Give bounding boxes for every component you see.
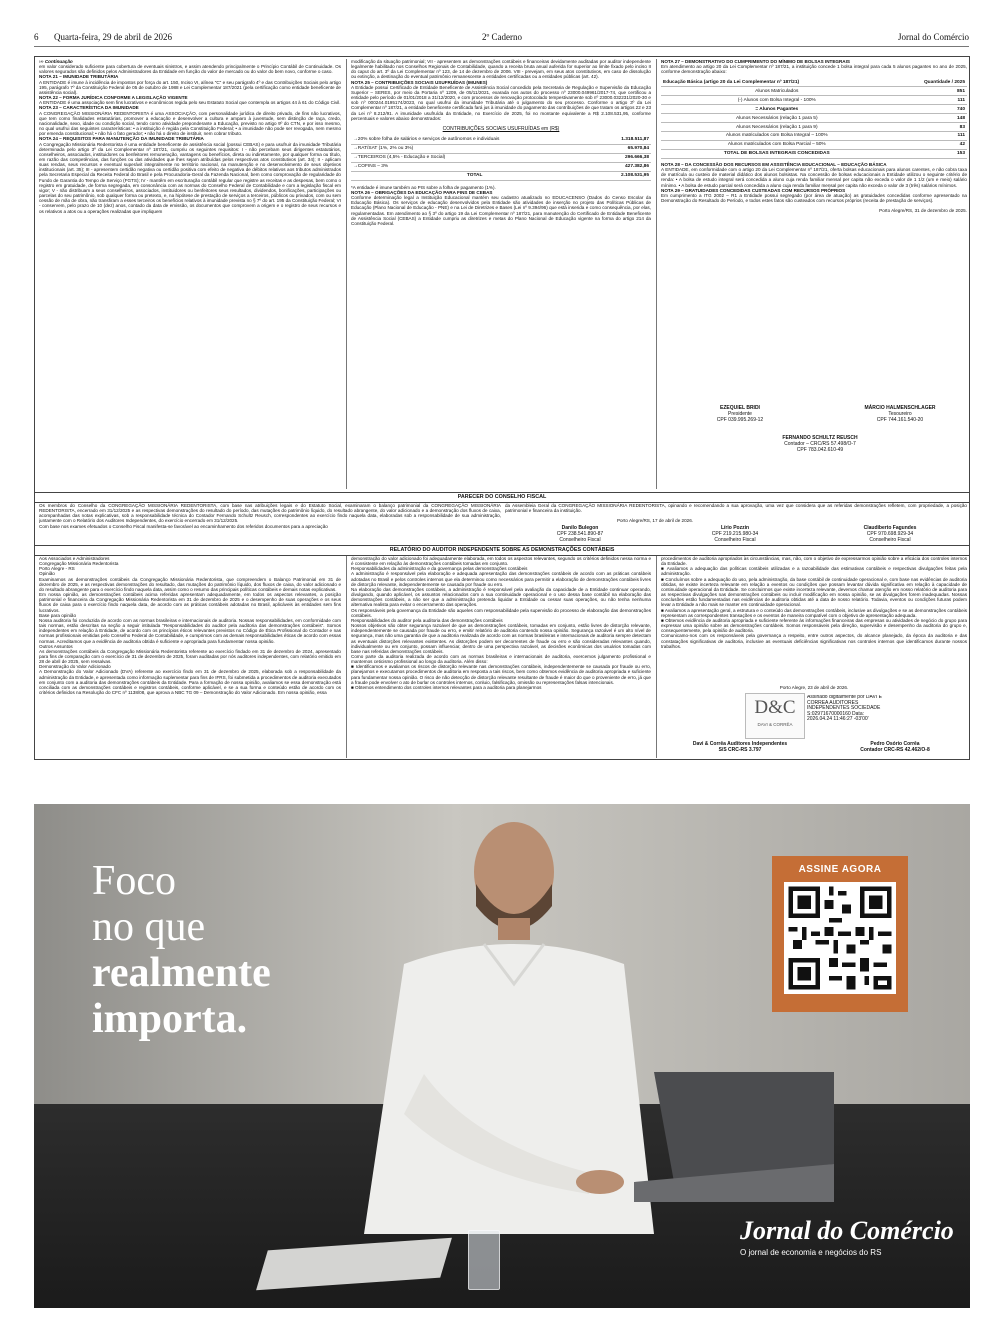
notes-column-3 [661,59,967,489]
note-title: NOTA 21 – IMUNIDADE TRIBUTÁRIA [39,74,119,80]
page-header [34,32,969,46]
bolsas-value: 111 [893,96,967,105]
signer-role: Presidente [728,411,752,417]
bolsas-row [661,141,967,150]
signer-doc: CPF 744.161.540-20 [876,417,924,423]
auditor-signature [825,741,965,753]
column-divider [346,556,347,758]
bolsas-label: Alunos Necessários (relação 1 para 9) [661,123,893,132]
ad-headline-line: Foco [92,858,176,904]
page-number: 6 [34,32,39,42]
note-text: A Congregação Missionária Redentorista é uma entidade beneficente de assistência social (possui CEBAS) e para usufruir da imunidade Tributária determinada pelo artigo 3º da Lei Complementar nº 187/21, cumpriu os seguintes requisitos: I - não percebam seus dirigentes estatutários, conselheiros, associados, instituidores ou benfeitores remuneração, vantagens ou benefícios, direta ou indiretamente, por qualquer forma ou título, em razão das competências, das funções ou das atividades que lhes sejam atribuídas pelos respectivos atos constitutivos (art. 34); II - aplicam suas rendas, seus recursos e eventual superávit integralmente no território nacional, na manutenção e no desenvolvimento de seus objetivos institucionais (art. 35); III - apresentem certidão negativa ou certidão positiva com efeito de negativa de débitos relativos aos tributos administrados pela Secretaria Especial da Receita Federal do Brasil e pela Procuradoria-Geral da Fazenda Nacional, bem como comprovação de regularidade do Fundo de Garantia do Tempo de Serviço (FGTS); IV - mantêm em escrituração contábil regular que registre as receitas e as despesas, bem como o registro em gratuidade, de forma segregada, em consonância com as normas do Conselho Federal de Contabilidade e com a legislação fiscal em vigor; V - não distribuam a seus conselheiros, associados, instituidores ou benfeitores seus resultados, dividendos, bonificações, participações ou parcelas do seu patrimônio, sob qualquer forma ou pretexto, e, na hipótese de prestação de serviços a terceiros, públicos ou privados, com ou sem cessão de mão de obra, não transfiram a esses terceiros os benefícios relativos à imunidade prevista no § 7º do art. 195 da Constituição Federal; VI - conservem, pelo prazo de 10 (dez) anos, contado da data de emissão, os documentos que comprovem a origem e o registro de seus recursos e os relativos a atos ou a operações realizadas que impliquem [39,141,341,214]
bolsas-label: TOTAL DE BOLSAS INTEGRAIS CONCEDIDAS [661,149,893,158]
signer-role: Conselheiro Fiscal [714,537,756,543]
signer-name: EZEQUIEL BRIDI [720,405,760,411]
parecer-text: Os membros do Conselho da CONGREGAÇÃO MISSIONÁRIA REDENTORISTA, com base nas atribuições legais e do Estatuto Social, examinaram o balanço patrimonial da CONGREGAÇÃO MISSIONÁRIA REDENTORISTA, encerrado em 31/12/2025 e as respectivas demonstrações do resultado do período, das mutações do patrimônio líquido, do resultado abrangente, do valor adicionado e a demonstração dos fluxos de caixa, acompanhadas das notas explicativas, sob a responsabilidade técnica do Contador Fernando Schultz Reusch, correspondentes ao exercício findo naquela data, elaboradas sob a responsabilidade de sua administração, juntamente com o Relatório dos Auditores Independentes, do exercício encerrado em 31/12/2025. [39,503,501,524]
column-divider [346,59,347,489]
signature-councillor-3 [815,525,965,543]
subscribe-qr-box[interactable] [772,856,908,1012]
subscribe-label[interactable]: ASSINE AGORA [798,864,882,875]
ad-headline-line: no que [92,904,206,950]
note-title: NOTA 23 – CARACTERÍSTICA DA IMUNIDADE [39,105,139,111]
signature-president [675,405,805,423]
contrib-row [351,153,651,162]
ad-headline-line: realmente [92,950,271,996]
legal-notice [34,56,970,760]
note-text: A Entidade possui Certificado de Entidade Beneficente de Assistência Social concedido pela Secretaria de Regulação e Supervisão da Educação Superior – SERES, por meio da Portaria nº 1209, de 05/11/2021, exarada nos autos do processo nº 23000.049961/2017-74, que certificou a entidade pelo período de 01/01/2018 a 31/12/2020, e com processos de renovação protocolado tempestivamente sob nº 23000.032231/2020-30 e sob nº 000244.0195174/2023, no qual usufrui da imunidade Tributária até o julgamento do seu processo. Conforme o artigo 3º da Lei Complementar nº 187/21, a entidade beneficente certificada fará jus à imunidade do pagamento das contribuições de que tratam os artigos 22 e 23 da Lei nº 8.212/91. A imunidade usufruída da Entidade, no Exercício de 2025, foi no montante equivalente a R$ 2.108.531,95, conforme percentuais e valores abaixo demonstrados: [351,84,651,121]
bolsas-row [661,123,967,132]
bolsas-value: 851 [893,87,967,96]
note-text: Conforme determinação legal a Instituição Educacional mantém seu cadastro atualizado no EDUCACENSO (Dados do Censo Escolar da Educação Básica). Os serviços de educação desenvolvidos pela Entidade são atividades de inserção no projeto das Políticas Públicas de Educação (Plano Nacional de Educação - PNE) e na Lei de Diretrizes e Bases (Lei nº 9.394/96) que está inserida e como consequência, por elas, regulamentadas. Em atendimento ao § 3º do artigo 19 da Lei Complementar nº 187/21, para manutenção do Certificado de Entidade Beneficente de Assistência Social (CEBAS) a Entidade cumpriu as diretrizes e metas do Plano Nacional de Educação vigente na forma do artigo 214 da Constituição Federal. [351,195,651,226]
bolsas-head-qty: Quantidade / 2025 [893,78,967,86]
relatorio-title: RELATÓRIO DO AUDITOR INDEPENDENTE SOBRE AS DEMONSTRAÇÕES CONTÁBEIS [35,545,969,556]
signature-treasurer [835,405,965,423]
brand-name: Jornal do Comércio [740,1216,954,1245]
bolsas-value: 153 [893,149,967,158]
note-title: NOTA 29 – GRATUIDADES CONCEDIDAS CUSTEADAS COM RECURSOS PRÓPRIOS [661,187,846,193]
note-title: NOTA 22 – FORMA JURÍDICA CONFORME A LEGISLAÇÃO VIGENTE [39,95,188,101]
continuation-label: ››› Continuação [39,59,73,64]
ad-photo-glass [468,1230,500,1290]
contrib-value: 65.970,84 [598,144,651,153]
bolsas-label: Alunos matriculados com Bolsa Parcial – 50% [661,141,893,150]
signer-doc: CPF 783.042.610-49 [796,447,844,453]
parecer-right [505,503,967,517]
signer-name: FERNANDO SCHULTZ REUSCH [782,435,858,441]
brand-tagline: O jornal de economia e negócios do RS [740,1248,882,1257]
notes-column-2 [351,59,651,489]
column-divider [656,556,657,758]
parecer-date: Porto Alegre/RS, 17 de abril de 2026. [616,518,694,523]
contrib-label: →COFINS – 3% [351,162,598,171]
contrib-table [351,136,651,181]
contrib-value: 1.318.511,87 [598,136,651,144]
contrib-row [351,162,651,171]
section-name: 2º Caderno [482,32,523,42]
parecer-text: da Assembleia Geral da CONGREGAÇÃO MISSIONÁRIA REDENTORISTA, opinando e recomendando a sua aprovação, uma vez que considera que as referidas demonstrações refletem, com propriedade, a posição patrimonial e financeira da instituição. [505,503,967,514]
ad-photo-laptop [634,1072,834,1202]
note-text: A ENTIDADE é uma associação sem fins lucrativos e econômicos regida pelo seu Estatuto Social que contempla os artigos 44 à 61 do Código Civil. [39,100,341,106]
parecer-text: Com base nos exames efetuados o Conselho Fiscal manifesta-se favorável ao encaminhamento dos referidos documentos para a apreciação [39,523,328,529]
note-title: NOTA 24 – REQUISITOS PARA MANUTENÇÃO DA IMUNIDADE TRIBUTÁRIA [39,136,204,142]
note-text: A ENTIDADE é imune à incidência de impostos por força do art. 150, Inciso VI, alínea "C" e seu parágrafo 4º e das Contribuições Sociais pelo artigo 195, parágrafo 7º da Constituição Federal de 05 de outubro de 1988 e Lei Complementar 187/2021 (pela certificação como entidade beneficente de assistência social). [39,79,341,95]
brand-logo [740,1216,954,1257]
contrib-label: →RAT/SAT (1%, 2% ou 3%) [351,144,598,153]
bolsas-row [661,87,967,96]
note-text: A ENTIDADE, em conformidade com o artigo 20 da Lei Complementar nº 187/21, oferta bolsas educacionais para alunos carentes, e não cobra taxa de matrícula ou custeio de material didático dos alunos bolsistas. Na concessão de bolsas educacionais a Entidade utilizou o seguinte critério de renda: • A bolsa de estudo integral será concedida a aluno cuja renda familiar mensal per capita não exceda o valor de 1 1/2 (um e meio) salário mínimo. • A bolsa de estudo parcial será concedida a aluno cuja renda familiar mensal per capita não exceda o valor de 3 (três) salários mínimos. [661,167,967,188]
signer-doc: CPF 039.995.269-12 [716,417,764,423]
signer-name: Claudiberto Fagundes [863,525,917,531]
parecer-title: PARECER DO CONSELHO FISCAL [35,492,969,503]
contrib-row [351,144,651,153]
auditor-crc: Contador CRC-RS 42.462/O-8 [860,747,930,753]
note-title: NOTA 26 – OBRIGAÇÕES DA EDUCAÇÃO PARA FINS DE CEBAS [351,189,493,195]
bolsas-row [661,105,967,114]
signature-accountant [745,435,895,453]
bolsas-row [661,132,967,141]
bolsas-label: Alunos Necessários (relação 1 para 5) [661,114,893,123]
ad-headline [92,858,271,1042]
signature-councillor-1 [505,525,655,543]
page-date: Quarta-feira, 29 de abril de 2026 [54,32,172,42]
auditor-firm [665,741,815,753]
signature-councillor-2 [660,525,810,543]
relatorio-column-2: demonstração do valor adicionado foi adequadamente elaborada, em todos os aspectos relevantes, segundo os critérios definidos nessa norma e é consistente em relação às demonstrações contábeis tomadas em conjunto. Responsabilidades da administração e da governança pelas demonstrações contábeis A administração é responsável pela elaboração e adequada apresentação das demonstrações contábeis de acordo com as práticas contábeis adotadas no Brasil e pelos controles internos que ela determinou como necessários para permitir a elaboração de demonstrações contábeis livres de distorção relevante, independentemente se causada por fraude ou erro. Na elaboração das demonstrações contábeis, a administração é responsável pela avaliação da capacidade de a Entidade continuar operando, divulgando, quando aplicável, os assuntos relacionados com a sua continuidade operacional e o uso dessa base contábil na elaboração das demonstrações contábeis, a não ser que a administração pretenda liquidar a Entidade ou cessar suas operações, ou não tenha nenhuma alternativa realista para evitar o encerramento das operações. Os responsáveis pela governança da Entidade são aqueles com responsabilidade pela supervisão do processo de elaboração das demonstrações contábeis. Responsabilidades do auditor pela auditoria das demonstrações contábeis Nossos objetivos são obter segurança razoável de que as demonstrações contábeis, tomadas em conjunto, estão livres de distorção relevante, independentemente se causada por fraude ou erro, e emitir relatório de auditoria contendo nossa opinião. Segurança razoável é um alto nível de segurança, mas não uma garantia de que a auditoria realizada de acordo com as normas brasileiras e internacionais de auditoria sempre detectam as eventuais distorções relevantes existentes. As distorções podem ser decorrentes de fraude ou erro e são consideradas relevantes quando, individualmente ou em conjunto, possam influenciar, dentro de uma perspectiva razoável, as decisões econômicas dos usuários tomadas com base nas referidas demonstrações contábeis. Como parte da auditoria realizada de acordo com as normas brasileiras e internacionais de auditoria, exercemos julgamento profissional e mantemos ceticismo profissional ao longo da auditoria. Além disso: ■ Identificamos e avaliamos os riscos de distorção relevante nas demonstrações contábeis, independentemente se causada por fraude ou erro, planejamos e executamos procedimentos de auditoria em resposta a tais riscos, bem como obtemos evidência de auditoria apropriada e suficiente para fundamentar nossa opinião. O risco de não detecção de distorção relevante resultante de fraude é maior do que o proveniente de erro, já que a fraude pode envolver o ato de burlar os controles internos, conluio, falsificação, omissão ou representações falsas intencionais. ■ Obtemos entendimento dos controles internos relevantes para a auditoria para planejarmos [351,556,651,690]
firm-crc: S/S CRC-RS 3.797 [718,747,762,753]
bolsas-label: Alunos Matriculados [661,87,893,96]
relatorio-date: Porto Alegre, 23 de abril de 2026. [779,685,849,690]
parecer-left [39,503,501,543]
bolsas-value: 111 [893,132,967,141]
contrib-label: TOTAL [351,171,598,180]
auditor-name: Pedro Osório Corrêa [870,741,920,747]
bolsas-value: 148 [893,114,967,123]
signer-name: Lírio Pozzin [720,525,750,531]
contrib-row [351,171,651,180]
subscription-ad[interactable] [34,804,970,1308]
signer-role: Tesoureiro [888,411,912,417]
note-text: em valor considerado suficiente para cobertura de eventuais sinistros, e assim atendendo principalmente o Princípio Contábil de Continuidade. Os valores segurados são definidos pelos Administradores da Entidade em função do valor de mercado ou do valor do bem novo, conforme o caso. [39,64,341,75]
column-divider [656,59,657,489]
contrib-label: →TERCEIROS (4,5% - Educação e Social) [351,153,598,162]
contrib-table-title: CONTRIBUIÇÕES SOCIAIS USUFRUÍDAS em (R$) [442,125,560,132]
contrib-value: 427.382,86 [598,162,651,171]
signer-doc: CPF 238.541.890-87 [556,531,604,537]
note-text: Em cumprimento a ITG 2002 – R1 a Entidade possui segregado (por área de atuação) as gratuidades concedidas conforme apresentado na Demonstração do Resultado do Período, e todos estes fatos são custeados com recursos próprios (receita de prestação de serviços). [661,192,967,203]
firm-name: Davi & Corrêa Auditores Independentes [692,741,788,747]
signer-role: Conselheiro Fiscal [869,537,911,543]
ad-photo-person [364,814,654,1294]
relatorio-column-1: Aos Associados e Administradores Congregação Missionária Redentorista Porto Alegre - RS Opinião Examinamos as demonstrações contábeis da Congregação Missionária Redentorista, que compreendem o Balanço Patrimonial em 31 de dezembro de 2025, e as respectivas demonstrações do resultado, das mutações do patrimônio líquido, dos fluxos de caixa, do valor adicionado e do resultado abrangente para o exercício findo naquela data, assim como o resumo das principais políticas contábeis e demais notas explicativas. Em nossa opinião, as demonstrações contábeis acima referidas apresentam adequadamente, em todos os aspectos relevantes, a posição patrimonial e financeira da Congregação Missionária Redentorista em 31 de dezembro de 2025 e o desempenho de suas operações e os seus fluxos de caixa para o exercício findo naquela data, de acordo com as práticas contábeis adotadas no Brasil, aplicáveis às entidades sem fins lucrativos. Base para opinião Nossa auditoria foi conduzida de acordo com as normas brasileiras e internacionais de auditoria. Nossas responsabilidades, em conformidade com tais normas, estão descritas na seção a seguir intitulada "Responsabilidades do auditor pela auditoria das demonstrações contábeis". Somos independentes em relação à Entidade, de acordo com os princípios éticos relevantes previstos no Código de Ética Profissional do Contador e nas normas profissionais emitidas pelo Conselho Federal de Contabilidade, e cumprimos com as demais responsabilidades éticas de acordo com essas normas. Acreditamos que a evidência de auditoria obtida é suficiente e apropriada para fundamentar nossa opinião. Outros Assuntos As demonstrações contábeis da Congregação Missionária Redentorista referente ao exercício findado em 31 de dezembro de 2024, apresentado para fins de comparação com o exercício de 31 de dezembro de 2025, foram auditadas por nós auditores independentes, com relatório emitido em 28 de abril de 2025, sem ressalvas. Demonstração do Valor Adicionado A Demonstração do Valor Adicionado (DVA) referente ao exercício findo em 31 de dezembro de 2025, elaborada sob a responsabilidade da administração da Entidade, e apresentada como informação suplementar para fins de IFRS, foi submetida a procedimentos de auditoria executados em conjunto com a auditoria das demonstrações contábeis da Entidade. Para a formação de nossa opinião, avaliamos se essa demonstração está conciliada com as demonstrações contábeis e registros contábeis, conforme aplicável, e se a sua forma e conteúdo estão de acordo com os critérios definidos na Resolução do CFC nº 1138/08, que aprova a NBC TG 09 – Demonstração do Valor Adicionado. Em nossa opinião, essa [39,556,341,696]
relatorio-column-3: procedimentos de auditoria apropriados às circunstâncias, mas, não, com o objetivo de expressarmos opinião sobre a eficácia dos controles internos da Entidade. ■ Avaliamos a adequação das políticas contábeis utilizadas e a razoabilidade das estimativas contábeis e respectivas divulgações feitas pela administração. ■ Concluímos sobre a adequação do uso, pela administração, da base contábil de continuidade operacional e, com base nas evidências de auditoria obtidas, se existe incerteza relevante em relação a eventos ou condições que possam levantar dúvida significativa em relação à capacidade de continuidade operacional da Entidade. Se concluirmos que existe incerteza relevante, devemos chamar atenção em nosso relatório de auditoria para as respectivas divulgações nas demonstrações contábeis ou incluir modificação em nossa opinião, se as divulgações forem inadequadas. Nossas conclusões estão fundamentadas nas evidências de auditoria obtidas até a data de nosso relatório. Todavia, eventos ou condições futuras podem levar a Entidade a não mais se manter em continuidade operacional. ■ Avaliamos a apresentação geral, a estrutura e o conteúdo das demonstrações contábeis, inclusive as divulgações e se as demonstrações contábeis representam as correspondentes transações e os eventos de maneira compatível com o objetivo de apresentação adequada. ■ Obtemos evidência de auditoria apropriada e suficiente referente às informações financeiras das empresas ou atividades de negócio do grupo para expressar uma opinião sobre as demonstrações contábeis. Somos responsáveis pela direção, supervisão e desempenho da auditoria do grupo e, consequentemente, pela opinião de auditoria. Comunicamo-nos com os responsáveis pela governança a respeito, entre outros aspectos, do alcance planejado, da época da auditoria e das constatações significativas de auditoria, inclusive as eventuais deficiências significativas nos controles internos que identificamos durante nossos trabalhos. [661,556,967,649]
auditor-logo [745,693,805,739]
logo-mark: D&C [754,697,796,718]
signer-doc: CPF 219.215.980-34 [711,531,759,537]
signer-name: Danilo Bulegon [561,525,599,531]
signer-name: MÁRCIO HALMENSCHLAGER [864,405,936,411]
ad-headline-line: importa. [92,996,248,1042]
bolsas-label: = Alunos Pagantes [661,105,893,114]
note-title: NOTA 25 – CONTRIBUIÇÕES SOCIAIS USUFRUÍDAS (IMUNES) [351,79,488,85]
note-title: NOTA 28 – DA CONCESSÃO DOS RECURSOS EM ASSISTÊNCIA EDUCACIONAL – EDUCAÇÃO BÁSICA [661,161,887,167]
note-text: Em atendimento ao artigo 20 da Lei Complementar nº 187/21, a instituição concede 1 bolsa integral para cada 5 alunos pagantes no ano de 2025, conforme demonstração abaixo: [661,64,967,75]
bolsas-value: 42 [893,141,967,150]
bolsas-head-label: Educação Básica (artigo 20 da Lei Complementar nº 187/21) [661,78,893,86]
contrib-value: 296.666,38 [598,153,651,162]
contrib-value: 2.108.531,95 [598,171,651,180]
bolsas-label: Alunos matriculados com Bolsa Integral – 100% [661,132,893,141]
bolsas-table [661,78,967,158]
note-title: NOTA 27 – DEMONSTRATIVO DO CUMPRIMENTO DO MÍNIMO DE BOLSAS INTEGRAIS [661,59,850,64]
bolsas-label: (-) Alunos com Bolsa Integral - 100% [661,96,893,105]
bolsas-value: 83 [893,123,967,132]
digital-signature: Assinado digitalmente por DAVI E CORREA AUDITORES INDEPENDENTES SOCIEDADE S:02971670000160 Data: 2026.04.24 11:46:27 -03'00' [807,695,882,723]
notes-column-1 [39,59,341,489]
bolsas-row [661,114,967,123]
header-rule [34,46,969,47]
signer-role: Conselheiro Fiscal [559,537,601,543]
bolsas-value: 740 [893,105,967,114]
qr-code-icon[interactable] [784,882,896,994]
contrib-row [351,136,651,144]
note-text: modificação da situação patrimonial; VII - apresentem as demonstrações contábeis e financeiras devidamente auditadas por auditor independente legalmente habilitado nos Conselhos Regionais de Contabilidade, quando a receita bruta anual auferida for superior ao limite fixado pelo inciso II do caput do art. 3º da Lei Complementar nº 123, de 14 de dezembro de 2006. VIII - prevejam, em seus atos constitutivos, em caso de dissolução ou extinção, a destinação do eventual patrimônio remanescente a entidades certificadas ou a entidades públicas (art. 42). [351,59,651,80]
bolsas-row [661,96,967,105]
place-date: Porto Alegre/RS, 31 de dezembro de 2025. [879,208,967,214]
contrib-label: →20% sobre folha de salários e serviços de autônomos e individuais [351,136,598,144]
paper-name: Jornal do Comércio [898,32,969,42]
note-text: A CONGREGAÇÃO MISSIONÁRIA REDENTORISTA é uma ASSOCIAÇÃO, com personalidade jurídica de direito privado, de fins não lucrativos, que tem como finalidades estatutárias, promover a educação e desenvolver a cultura e amparo à juventude, sem distinção de raça, credo, nacionalidade, sexo, idade ou condição social, tendo como atividade preponderante a Educação, previsto no artigo 9º do CTN, e por isso mesmo, no qual usufrui das seguintes características: • a instituição é regida pela Constituição Federal; • a imunidade não pode ser revogada, nem mesmo por emenda constitucional; • não há o fato gerador; • não há o direito de instituir, nem cobrar tributo. [39,110,341,137]
bolsas-row [661,149,967,158]
contrib-note: *A entidade é imune também ao PIS sobre a folha de pagamento (1%). [351,184,496,190]
signer-doc: CPF 970.698.929-34 [866,531,914,537]
logo-caption: DAVI & CORRÊA [757,722,793,727]
signer-role: Contador – CRC/RS 57.498/O-7 [784,441,856,447]
